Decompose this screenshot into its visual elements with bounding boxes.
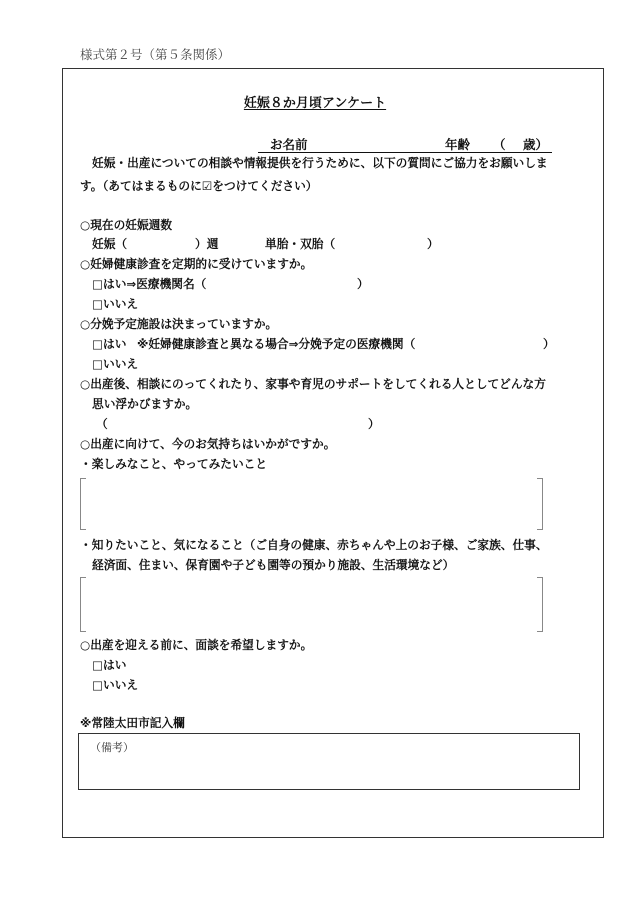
- form-number: 様式第２号（第５条関係）: [80, 47, 231, 62]
- q2-heading: ○妊婦健康診査を定期的に受けていますか。: [80, 257, 313, 271]
- age-label: 年齢: [445, 137, 471, 152]
- q5-sub-concerns-line-2: 経済面、住まい、保育園や子ども園等の預かり施設、生活環境など）: [92, 558, 455, 572]
- q6-option-yes: □はい: [92, 658, 127, 672]
- q1-weeks-label: 妊娠（: [92, 237, 128, 251]
- q3-option-no: □いいえ: [92, 357, 139, 371]
- q4-line-1: ○出産後、相談にのってくれたり、家事や育児のサポートをしてくれる人としてどんな方: [80, 377, 546, 391]
- q4-line-2: 思い浮かびますか。: [92, 397, 198, 411]
- q5-sub-looking-forward: ・楽しみなこと、やってみたいこと: [80, 457, 268, 471]
- q1-heading: ○現在の妊娠週数: [80, 218, 173, 232]
- form-title: [0, 96, 630, 112]
- q4-answer-close: ）: [368, 417, 380, 431]
- q2-option-yes-close: ）: [357, 277, 369, 291]
- q3-facility-note: ※妊婦健康診査と異なる場合⇒分娩予定の医療機関（: [137, 337, 416, 351]
- intro-line-2: す。（あてはまるものに☑をつけてください）: [80, 179, 318, 193]
- office-use-heading: ※常陸太田市記入欄: [80, 716, 185, 730]
- q1-type-label: 単胎・双胎（: [265, 237, 336, 251]
- q5-answer-area-2-left-bracket: [80, 577, 86, 632]
- intro-line-1: 妊娠・出産についての相談や情報提供を行うために、以下の質問にご協力をお願いしま: [92, 156, 548, 170]
- q5-sub-concerns-line-1: ・知りたいこと、気になること（ご自身の健康、赤ちゃんや上のお子様、ご家族、仕事、: [80, 538, 548, 552]
- form-title-text: 妊娠８か月頃アンケート: [243, 96, 387, 111]
- age-unit: 歳）: [523, 137, 549, 152]
- q1-weeks-unit: ）週: [195, 237, 219, 251]
- name-age-underline: [258, 152, 552, 153]
- q2-option-no: □いいえ: [92, 297, 139, 311]
- q5-answer-area-1-left-bracket: [80, 478, 86, 530]
- office-remarks-label: （備考）: [90, 741, 134, 754]
- q6-heading: ○出産を迎える前に、面談を希望しますか。: [80, 638, 313, 652]
- q3-facility-note-close: ）: [543, 337, 555, 351]
- q3-heading: ○分娩予定施設は決まっていますか。: [80, 317, 278, 331]
- q1-type-close: ）: [427, 237, 439, 251]
- q5-heading: ○出産に向けて、今のお気持ちはいかがですか。: [80, 437, 336, 451]
- name-label: お名前: [270, 137, 308, 152]
- q5-answer-area-1-right-bracket: [537, 478, 543, 530]
- office-remarks-box: [78, 733, 580, 790]
- q5-answer-area-2-right-bracket: [537, 577, 543, 632]
- q2-option-yes: □はい⇒医療機関名（: [92, 277, 207, 291]
- q6-option-no: □いいえ: [92, 678, 139, 692]
- q4-answer-open: （: [96, 417, 108, 431]
- q3-option-yes: □はい: [92, 337, 127, 351]
- age-open-paren: （: [493, 137, 506, 152]
